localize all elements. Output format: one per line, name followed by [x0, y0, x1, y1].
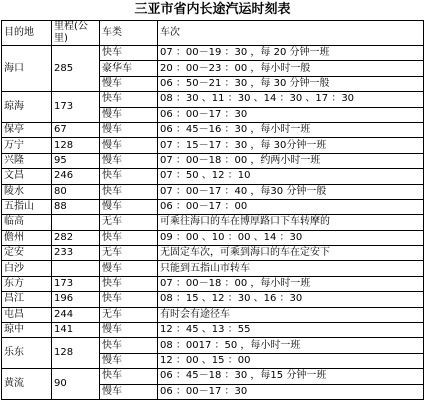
destination-cell: 定安 [2, 246, 52, 261]
vehicle-type-cell: 慢车 [100, 261, 158, 276]
header-schedule: 车次 [158, 21, 424, 46]
schedule-cell: 只能到五指山市转车 [158, 261, 424, 276]
distance-cell: 173 [52, 92, 100, 123]
table-row [2, 184, 424, 199]
header-destination: 目的地 [2, 21, 52, 46]
table-row [2, 246, 424, 261]
distance-cell: 173 [52, 276, 100, 291]
vehicle-type-cell: 快车 [100, 276, 158, 291]
destination-cell: 乐东 [2, 338, 52, 369]
vehicle-type-cell: 快车 [100, 230, 158, 245]
header-distance: 里程(公里) [52, 21, 100, 46]
destination-cell: 海口 [2, 46, 52, 92]
distance-cell: 285 [52, 46, 100, 92]
destination-cell: 琼海 [2, 92, 52, 123]
vehicle-type-cell: 无车 [100, 246, 158, 261]
schedule-cell: 07 ：00－17 ：40 ，每30 分钟一般 [158, 184, 424, 199]
header-vehicle-type: 车类 [100, 21, 158, 46]
table-header-row [2, 21, 424, 46]
distance-cell: 90 [52, 369, 100, 400]
vehicle-type-cell: 慢车 [100, 199, 158, 214]
schedule-cell: 08 ：0017 ：50 ，每小时一班 [158, 338, 424, 353]
vehicle-type-cell: 慢车 [100, 384, 158, 399]
distance-cell: 282 [52, 230, 100, 245]
schedule-cell: 09 ：00 、10 ：00 、14 ：30 [158, 230, 424, 245]
vehicle-type-cell: 快车 [100, 338, 158, 353]
schedule-cell: 07 ：00－18 ：00 ，每小时一班 [158, 276, 424, 291]
table-row [2, 215, 424, 230]
table-row [2, 230, 424, 245]
destination-cell: 陵水 [2, 184, 52, 199]
vehicle-type-cell: 慢车 [100, 76, 158, 91]
distance-cell: 128 [52, 138, 100, 153]
destination-cell: 五指山 [2, 199, 52, 214]
distance-cell: 233 [52, 246, 100, 261]
vehicle-type-cell: 快车 [100, 46, 158, 61]
page-title: 三亚市省内长途汽运时刻表 [134, 2, 291, 17]
schedule-cell: 06 ：50－21 ：30 ，每 30 分钟一般 [158, 76, 424, 91]
table-row [2, 92, 424, 107]
table-row [2, 323, 424, 338]
vehicle-type-cell: 慢车 [100, 353, 158, 368]
schedule-cell: 07 ：50 、12 ：10 [158, 169, 424, 184]
vehicle-type-cell: 快车 [100, 169, 158, 184]
vehicle-type-cell: 快车 [100, 292, 158, 307]
schedule-cell: 08 ：30 、11 ：30 、14 ：30 、17 ：30 [158, 92, 424, 107]
distance-cell: 128 [52, 338, 100, 369]
distance-cell [52, 215, 100, 230]
table-row [2, 46, 424, 61]
schedule-cell: 07 ：00－19 ：30 ，每 20 分钟一班 [158, 46, 424, 61]
distance-cell: 88 [52, 199, 100, 214]
vehicle-type-cell: 无车 [100, 215, 158, 230]
distance-cell: 67 [52, 122, 100, 137]
distance-cell: 244 [52, 307, 100, 322]
vehicle-type-cell: 快车 [100, 369, 158, 384]
destination-cell: 文昌 [2, 169, 52, 184]
destination-cell: 儋州 [2, 230, 52, 245]
destination-cell: 屯昌 [2, 307, 52, 322]
table-row [2, 153, 424, 168]
vehicle-type-cell: 慢车 [100, 138, 158, 153]
table-row [2, 169, 424, 184]
distance-cell [52, 261, 100, 276]
vehicle-type-cell: 豪华车 [100, 61, 158, 76]
vehicle-type-cell: 慢车 [100, 107, 158, 122]
schedule-cell: 07 ：15－17 ：30 ，每 30分钟一班 [158, 138, 424, 153]
table-row [2, 199, 424, 214]
table-row [2, 292, 424, 307]
vehicle-type-cell: 快车 [100, 92, 158, 107]
schedule-cell: 06 ：45－16 ：30 ，每小时一班 [158, 122, 424, 137]
table-row [2, 276, 424, 291]
destination-cell: 临高 [2, 215, 52, 230]
vehicle-type-cell: 快车 [100, 184, 158, 199]
table-row [2, 369, 424, 384]
schedule-cell: 06 ：00－17 ：00 [158, 199, 424, 214]
timetable [1, 20, 424, 400]
vehicle-type-cell: 无车 [100, 307, 158, 322]
distance-cell: 80 [52, 184, 100, 199]
destination-cell: 昌江 [2, 292, 52, 307]
destination-cell: 保亭 [2, 122, 52, 137]
destination-cell: 万宁 [2, 138, 52, 153]
table-row [2, 261, 424, 276]
destination-cell: 兴隆 [2, 153, 52, 168]
destination-cell: 琼中 [2, 323, 52, 338]
schedule-cell: 06 ：00－17 ：30 [158, 107, 424, 122]
distance-cell: 141 [52, 323, 100, 338]
vehicle-type-cell: 慢车 [100, 153, 158, 168]
schedule-cell: 06 ：45－18 ：30 ，每15 分钟一班 [158, 369, 424, 384]
table-row [2, 122, 424, 137]
schedule-cell: 06 ：00－17 ：30 [158, 384, 424, 399]
table-row [2, 338, 424, 353]
destination-cell: 白沙 [2, 261, 52, 276]
schedule-cell: 12 ：45 、13 ：55 [158, 323, 424, 338]
schedule-cell: 07 ：00－18 ：00 ，约两小时一班 [158, 153, 424, 168]
schedule-cell: 08 ：15 、12 ：30 、16 ：30 [158, 292, 424, 307]
table-row [2, 138, 424, 153]
vehicle-type-cell: 慢车 [100, 323, 158, 338]
schedule-cell: 无固定车次，可乘到海口的车在定安下 [158, 246, 424, 261]
table-row [2, 307, 424, 322]
distance-cell: 95 [52, 153, 100, 168]
distance-cell: 196 [52, 292, 100, 307]
schedule-cell: 12 ：00 、15 ：00 [158, 353, 424, 368]
schedule-cell: 20 ：00－23 ：00 ，每小时一般 [158, 61, 424, 76]
vehicle-type-cell: 慢车 [100, 122, 158, 137]
distance-cell: 246 [52, 169, 100, 184]
destination-cell: 黄流 [2, 369, 52, 400]
schedule-cell: 有时会有途径车 [158, 307, 424, 322]
destination-cell: 东方 [2, 276, 52, 291]
schedule-cell: 可乘往海口的车在博厚路口下车转摩的 [158, 215, 424, 230]
